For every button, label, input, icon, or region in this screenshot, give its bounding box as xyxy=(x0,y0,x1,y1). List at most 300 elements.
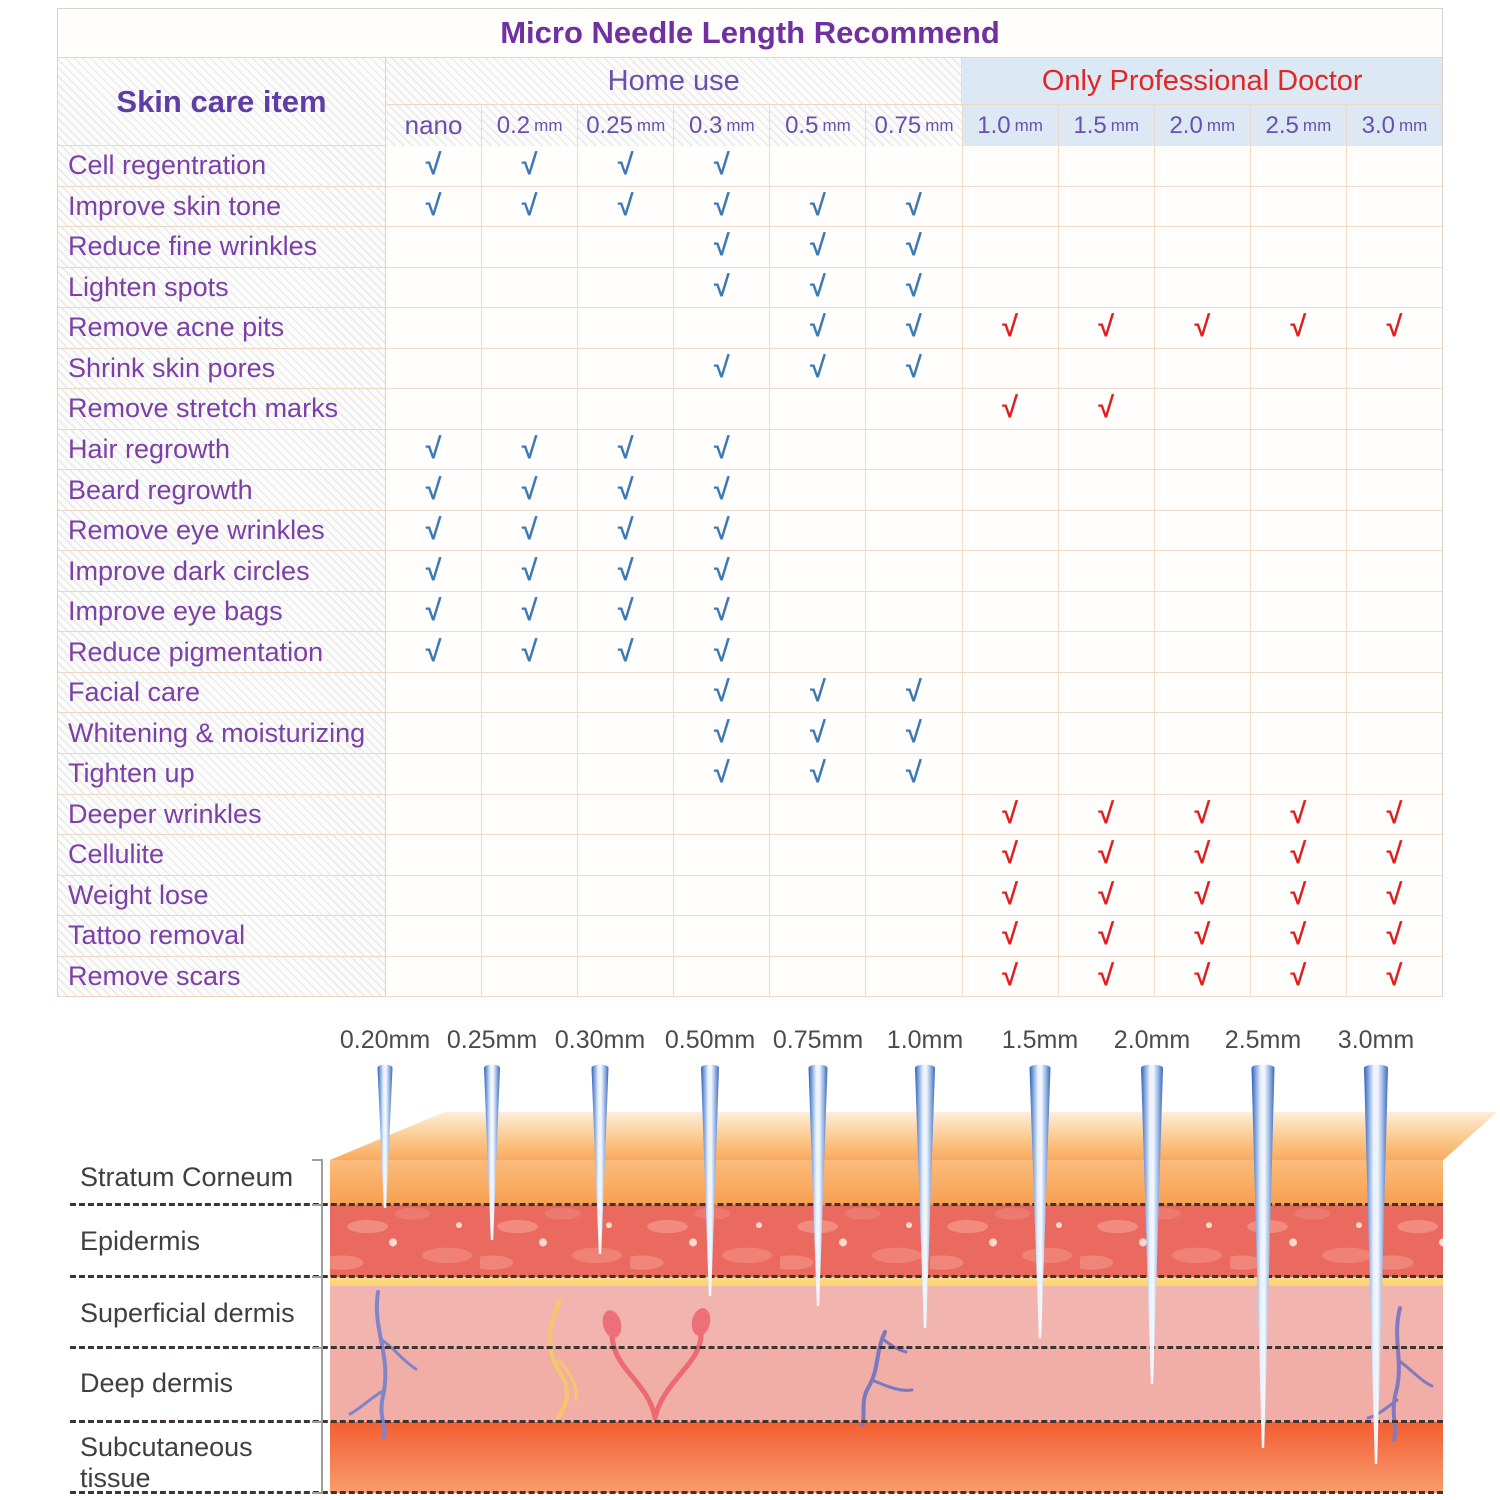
empty-cell xyxy=(1347,673,1442,714)
vessels-illustration xyxy=(0,1020,1500,1500)
empty-cell xyxy=(482,957,578,998)
needles-illustration xyxy=(0,1020,1500,1500)
empty-cell xyxy=(578,713,674,754)
empty-cell xyxy=(578,754,674,795)
needle-icon xyxy=(1030,1068,1051,1338)
empty-cell xyxy=(770,511,866,552)
empty-cell xyxy=(1251,268,1347,309)
empty-cell xyxy=(1155,754,1251,795)
empty-cell xyxy=(963,430,1059,471)
empty-cell xyxy=(1059,227,1155,268)
row-label: Tighten up xyxy=(58,754,386,795)
layer-epidermis xyxy=(330,1205,1443,1277)
check-mark: √ xyxy=(1155,835,1251,876)
bracket-tick xyxy=(312,1276,323,1278)
empty-cell xyxy=(866,146,962,187)
empty-cell xyxy=(866,632,962,673)
check-mark: √ xyxy=(1059,916,1155,957)
needle-length-label: 1.5mm xyxy=(1001,1026,1079,1054)
row-label: Cellulite xyxy=(58,835,386,876)
column-header-0.2: 0.2 mm xyxy=(482,104,578,146)
empty-cell xyxy=(866,551,962,592)
check-mark: √ xyxy=(1059,795,1155,836)
column-header-0.75: 0.75 mm xyxy=(866,104,962,146)
check-mark: √ xyxy=(578,632,674,673)
table-row xyxy=(58,430,1442,471)
check-mark: √ xyxy=(578,470,674,511)
row-label: Whitening & moisturizing xyxy=(58,713,386,754)
check-mark: √ xyxy=(578,511,674,552)
empty-cell xyxy=(578,349,674,390)
empty-cell xyxy=(674,916,770,957)
check-mark: √ xyxy=(578,592,674,633)
row-label: Remove stretch marks xyxy=(58,389,386,430)
check-mark: √ xyxy=(386,470,482,511)
layer-subcutaneous xyxy=(330,1422,1443,1493)
empty-cell xyxy=(963,349,1059,390)
check-mark: √ xyxy=(482,146,578,187)
table-row xyxy=(58,916,1442,957)
empty-cell xyxy=(963,673,1059,714)
check-mark: √ xyxy=(963,957,1059,998)
empty-cell xyxy=(866,957,962,998)
check-mark: √ xyxy=(386,146,482,187)
row-label: Remove scars xyxy=(58,957,386,998)
table-row xyxy=(58,268,1442,309)
empty-cell xyxy=(674,957,770,998)
check-mark: √ xyxy=(1059,957,1155,998)
check-mark: √ xyxy=(866,187,962,228)
column-header-row xyxy=(386,104,1442,146)
empty-cell xyxy=(963,713,1059,754)
empty-cell xyxy=(386,673,482,714)
column-header-2.0: 2.0 mm xyxy=(1155,104,1251,146)
check-mark: √ xyxy=(482,511,578,552)
empty-cell xyxy=(674,389,770,430)
empty-cell xyxy=(482,308,578,349)
check-mark: √ xyxy=(770,754,866,795)
column-header-0.5: 0.5 mm xyxy=(770,104,866,146)
group-header-professional: Only Professional Doctor xyxy=(962,58,1442,104)
empty-cell xyxy=(482,227,578,268)
empty-cell xyxy=(1059,592,1155,633)
needle-icon xyxy=(701,1068,719,1296)
check-mark: √ xyxy=(770,268,866,309)
needle-icon xyxy=(915,1068,935,1328)
check-mark: √ xyxy=(674,511,770,552)
row-label: Remove eye wrinkles xyxy=(58,511,386,552)
empty-cell xyxy=(386,308,482,349)
check-mark: √ xyxy=(578,430,674,471)
empty-cell xyxy=(578,268,674,309)
empty-cell xyxy=(386,835,482,876)
boundary-dashed-line xyxy=(70,1420,1443,1423)
empty-cell xyxy=(1155,713,1251,754)
empty-cell xyxy=(1155,551,1251,592)
needle-length-label: 2.0mm xyxy=(1113,1026,1191,1054)
empty-cell xyxy=(1059,470,1155,511)
empty-cell xyxy=(1059,511,1155,552)
empty-cell xyxy=(578,308,674,349)
empty-cell xyxy=(386,713,482,754)
check-mark: √ xyxy=(1059,835,1155,876)
empty-cell xyxy=(482,876,578,917)
empty-cell xyxy=(386,876,482,917)
row-label: Reduce pigmentation xyxy=(58,632,386,673)
row-label: Facial care xyxy=(58,673,386,714)
check-mark: √ xyxy=(674,754,770,795)
empty-cell xyxy=(1251,187,1347,228)
check-mark: √ xyxy=(1155,308,1251,349)
empty-cell xyxy=(482,835,578,876)
check-mark: √ xyxy=(1347,308,1442,349)
empty-cell xyxy=(770,592,866,633)
check-mark: √ xyxy=(1347,916,1442,957)
empty-cell xyxy=(674,835,770,876)
empty-cell xyxy=(1059,713,1155,754)
check-mark: √ xyxy=(1155,957,1251,998)
check-mark: √ xyxy=(674,430,770,471)
row-label: Shrink skin pores xyxy=(58,349,386,390)
table-row xyxy=(58,146,1442,187)
empty-cell xyxy=(963,511,1059,552)
check-mark: √ xyxy=(674,713,770,754)
check-mark: √ xyxy=(770,673,866,714)
empty-cell xyxy=(1059,187,1155,228)
needle-length-label: 1.0mm xyxy=(886,1026,964,1054)
check-mark: √ xyxy=(1251,308,1347,349)
empty-cell xyxy=(1347,268,1442,309)
empty-cell xyxy=(1251,673,1347,714)
check-mark: √ xyxy=(1251,957,1347,998)
layer-stratum-corneum xyxy=(330,1160,1443,1205)
needle-length-label: 0.25mm xyxy=(446,1026,538,1054)
empty-cell xyxy=(578,835,674,876)
row-label: Beard regrowth xyxy=(58,470,386,511)
empty-cell xyxy=(866,916,962,957)
layer-superficial-dermis xyxy=(330,1286,1443,1348)
layer-label: Superficial dermis xyxy=(80,1298,295,1328)
check-mark: √ xyxy=(1059,308,1155,349)
empty-cell xyxy=(482,349,578,390)
empty-cell xyxy=(482,795,578,836)
empty-cell xyxy=(1155,511,1251,552)
group-header-home-use: Home use xyxy=(386,58,962,104)
check-mark: √ xyxy=(1347,876,1442,917)
skin-surface-top-face xyxy=(330,1112,1497,1160)
check-mark: √ xyxy=(386,511,482,552)
layer-label: Deep dermis xyxy=(80,1368,234,1398)
empty-cell xyxy=(1155,146,1251,187)
empty-cell xyxy=(578,389,674,430)
bracket-tick xyxy=(312,1159,323,1161)
check-mark: √ xyxy=(866,713,962,754)
empty-cell xyxy=(1251,389,1347,430)
empty-cell xyxy=(386,916,482,957)
vein-icon xyxy=(862,1332,885,1425)
empty-cell xyxy=(1251,227,1347,268)
empty-cell xyxy=(770,146,866,187)
check-mark: √ xyxy=(770,187,866,228)
check-mark: √ xyxy=(963,916,1059,957)
check-mark: √ xyxy=(1251,795,1347,836)
needle-icon xyxy=(1364,1068,1388,1464)
empty-cell xyxy=(866,835,962,876)
check-mark: √ xyxy=(674,187,770,228)
bracket-tick xyxy=(312,1204,323,1206)
check-mark: √ xyxy=(482,551,578,592)
row-label: Improve dark circles xyxy=(58,551,386,592)
check-mark: √ xyxy=(1155,795,1251,836)
empty-cell xyxy=(386,227,482,268)
empty-cell xyxy=(963,592,1059,633)
column-header-1.5: 1.5 mm xyxy=(1059,104,1155,146)
check-mark: √ xyxy=(386,551,482,592)
needle-length-label: 2.5mm xyxy=(1224,1026,1302,1054)
empty-cell xyxy=(866,795,962,836)
empty-cell xyxy=(1251,754,1347,795)
needle-length-label: 3.0mm xyxy=(1337,1026,1415,1054)
empty-cell xyxy=(386,957,482,998)
boundary-dashed-line xyxy=(70,1346,1443,1349)
empty-cell xyxy=(578,795,674,836)
empty-cell xyxy=(1347,470,1442,511)
empty-cell xyxy=(963,268,1059,309)
check-mark: √ xyxy=(482,470,578,511)
empty-cell xyxy=(1251,713,1347,754)
empty-cell xyxy=(1251,511,1347,552)
needle-length-label: 0.30mm xyxy=(554,1026,646,1054)
empty-cell xyxy=(482,389,578,430)
empty-cell xyxy=(1347,754,1442,795)
empty-cell xyxy=(963,227,1059,268)
empty-cell xyxy=(770,795,866,836)
check-mark: √ xyxy=(963,308,1059,349)
check-mark: √ xyxy=(386,632,482,673)
empty-cell xyxy=(1155,187,1251,228)
capillary-icon xyxy=(612,1330,655,1418)
empty-cell xyxy=(866,430,962,471)
table-body xyxy=(58,146,1442,997)
empty-cell xyxy=(770,551,866,592)
check-mark: √ xyxy=(1347,957,1442,998)
table-row xyxy=(58,227,1442,268)
layers-bracket xyxy=(321,1160,323,1493)
check-mark: √ xyxy=(482,187,578,228)
empty-cell xyxy=(1347,592,1442,633)
row-label: Hair regrowth xyxy=(58,430,386,471)
empty-cell xyxy=(578,916,674,957)
check-mark: √ xyxy=(963,876,1059,917)
empty-cell xyxy=(1347,551,1442,592)
row-label: Deeper wrinkles xyxy=(58,795,386,836)
table-row xyxy=(58,389,1442,430)
check-mark: √ xyxy=(866,268,962,309)
layer-basement-membrane xyxy=(330,1277,1443,1286)
layer-deep-dermis xyxy=(330,1348,1443,1422)
empty-cell xyxy=(1155,632,1251,673)
check-mark: √ xyxy=(1059,876,1155,917)
empty-cell xyxy=(770,389,866,430)
check-mark: √ xyxy=(482,430,578,471)
check-mark: √ xyxy=(674,227,770,268)
column-header-2.5: 2.5 mm xyxy=(1251,104,1347,146)
empty-cell xyxy=(963,146,1059,187)
empty-cell xyxy=(1059,632,1155,673)
needle-length-label: 0.50mm xyxy=(664,1026,756,1054)
empty-cell xyxy=(1347,349,1442,390)
empty-cell xyxy=(1347,713,1442,754)
check-mark: √ xyxy=(1347,835,1442,876)
check-mark: √ xyxy=(770,308,866,349)
empty-cell xyxy=(386,349,482,390)
empty-cell xyxy=(1155,389,1251,430)
empty-cell xyxy=(1251,470,1347,511)
needle-icon xyxy=(484,1068,500,1240)
check-mark: √ xyxy=(866,308,962,349)
check-mark: √ xyxy=(578,551,674,592)
check-mark: √ xyxy=(1059,389,1155,430)
skin-cross-section xyxy=(330,1160,1443,1493)
empty-cell xyxy=(1059,268,1155,309)
row-label: Weight lose xyxy=(58,876,386,917)
check-mark: √ xyxy=(674,673,770,714)
check-mark: √ xyxy=(770,349,866,390)
nerve-icon xyxy=(550,1300,567,1418)
empty-cell xyxy=(770,876,866,917)
empty-cell xyxy=(1155,227,1251,268)
layer-label: Epidermis xyxy=(80,1226,201,1256)
needle-icon xyxy=(1141,1068,1163,1384)
needle-length-label: 0.75mm xyxy=(772,1026,864,1054)
empty-cell xyxy=(1251,430,1347,471)
check-mark: √ xyxy=(674,632,770,673)
empty-cell xyxy=(578,227,674,268)
empty-cell xyxy=(674,308,770,349)
empty-cell xyxy=(386,754,482,795)
check-mark: √ xyxy=(674,592,770,633)
row-label: Improve eye bags xyxy=(58,592,386,633)
empty-cell xyxy=(770,470,866,511)
empty-cell xyxy=(482,713,578,754)
check-mark: √ xyxy=(1155,876,1251,917)
row-label: Cell regentration xyxy=(58,146,386,187)
page-title: Micro Needle Length Recommend xyxy=(58,9,1442,58)
boundary-dashed-line xyxy=(70,1203,1443,1206)
empty-cell xyxy=(1059,430,1155,471)
empty-cell xyxy=(674,795,770,836)
needle-length-label: 0.20mm xyxy=(339,1026,431,1054)
table-row xyxy=(58,511,1442,552)
empty-cell xyxy=(770,916,866,957)
empty-cell xyxy=(482,916,578,957)
column-header-1.0: 1.0 mm xyxy=(963,104,1059,146)
empty-cell xyxy=(1251,146,1347,187)
empty-cell xyxy=(386,268,482,309)
empty-cell xyxy=(674,876,770,917)
check-mark: √ xyxy=(386,430,482,471)
empty-cell xyxy=(1155,430,1251,471)
table-row xyxy=(58,673,1442,714)
empty-cell xyxy=(770,835,866,876)
empty-cell xyxy=(1347,227,1442,268)
needle-icon xyxy=(1252,1068,1275,1448)
table-row xyxy=(58,957,1442,998)
empty-cell xyxy=(963,632,1059,673)
table-header xyxy=(58,58,1442,146)
check-mark: √ xyxy=(386,187,482,228)
table-row xyxy=(58,632,1442,673)
empty-cell xyxy=(866,592,962,633)
empty-cell xyxy=(866,470,962,511)
row-label: Improve skin tone xyxy=(58,187,386,228)
corner-header: Skin care item xyxy=(58,58,386,146)
table-row xyxy=(58,876,1442,917)
table-row xyxy=(58,835,1442,876)
empty-cell xyxy=(770,430,866,471)
check-mark: √ xyxy=(963,795,1059,836)
check-mark: √ xyxy=(1251,835,1347,876)
empty-cell xyxy=(963,551,1059,592)
table-row xyxy=(58,795,1442,836)
table-row xyxy=(58,349,1442,390)
column-header-3.0: 3.0 mm xyxy=(1347,104,1442,146)
empty-cell xyxy=(1059,349,1155,390)
empty-cell xyxy=(1347,430,1442,471)
row-label: Tattoo removal xyxy=(58,916,386,957)
empty-cell xyxy=(482,754,578,795)
empty-cell xyxy=(1347,146,1442,187)
empty-cell xyxy=(578,876,674,917)
check-mark: √ xyxy=(674,268,770,309)
boundary-dashed-line xyxy=(70,1491,1443,1494)
empty-cell xyxy=(1155,349,1251,390)
bracket-tick xyxy=(312,1421,323,1423)
recommend-table xyxy=(57,8,1443,997)
layer-label: Subcutaneous tissue xyxy=(80,1432,253,1493)
empty-cell xyxy=(963,187,1059,228)
empty-cell xyxy=(963,470,1059,511)
check-mark: √ xyxy=(674,349,770,390)
table-row xyxy=(58,551,1442,592)
empty-cell xyxy=(578,957,674,998)
empty-cell xyxy=(1155,673,1251,714)
table-row xyxy=(58,713,1442,754)
empty-cell xyxy=(1347,632,1442,673)
check-mark: √ xyxy=(1155,916,1251,957)
needle-icon xyxy=(378,1068,393,1208)
check-mark: √ xyxy=(674,470,770,511)
needle-icon xyxy=(809,1068,828,1306)
check-mark: √ xyxy=(578,187,674,228)
empty-cell xyxy=(1059,673,1155,714)
check-mark: √ xyxy=(770,227,866,268)
column-header-0.25: 0.25 mm xyxy=(578,104,674,146)
check-mark: √ xyxy=(963,389,1059,430)
check-mark: √ xyxy=(770,713,866,754)
table-row xyxy=(58,592,1442,633)
empty-cell xyxy=(1347,389,1442,430)
check-mark: √ xyxy=(1347,795,1442,836)
empty-cell xyxy=(1251,592,1347,633)
check-mark: √ xyxy=(866,673,962,714)
check-mark: √ xyxy=(1251,876,1347,917)
table-row xyxy=(58,308,1442,349)
bracket-tick xyxy=(312,1347,323,1349)
check-mark: √ xyxy=(866,227,962,268)
vein-icon xyxy=(377,1292,386,1438)
check-mark: √ xyxy=(482,632,578,673)
